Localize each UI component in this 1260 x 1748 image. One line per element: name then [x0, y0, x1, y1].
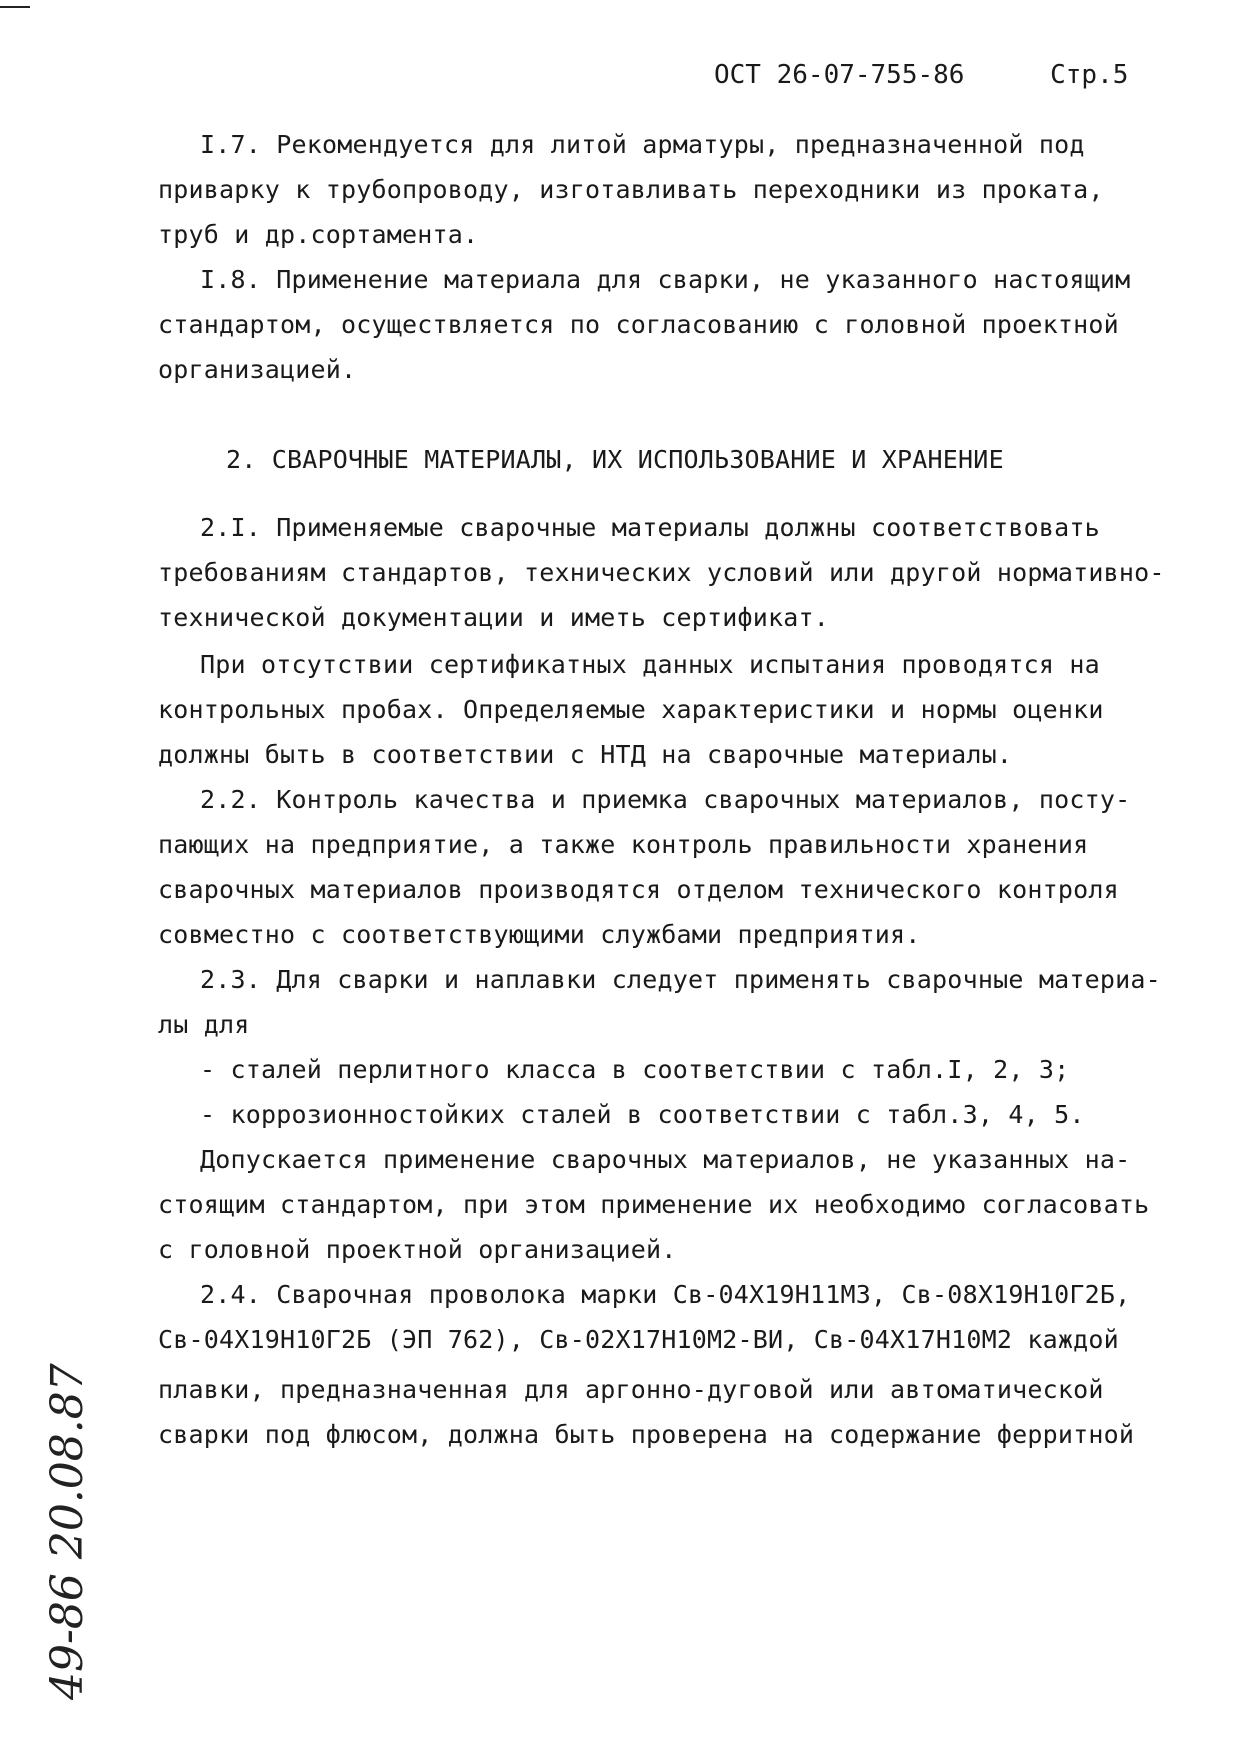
page-number: Стр.5 [1050, 60, 1129, 90]
text-line: При отсутствии сертификатных данных испытания проводятся на [200, 650, 1100, 679]
text-line: с головной проектной организацией. [158, 1235, 677, 1264]
text-line: сварочных материалов производятся отделом технического контроля [158, 875, 1119, 904]
text-line: 2.2. Контроль качества и приемка сварочных материалов, посту- [200, 785, 1131, 814]
corner-mark [0, 6, 30, 8]
text-line: 2.3. Для сварки и наплавки следует применять сварочные материа- [200, 965, 1161, 994]
text-line: Св-04Х19Н10Г2Б (ЭП 762), Св-02Х17Н10М2-ВИ, Св-04Х17Н10М2 каждой [158, 1325, 1119, 1354]
text-line: стоящим стандартом, при этом применение их необходимо согласовать [158, 1190, 1150, 1219]
page-header [714, 60, 1128, 90]
text-line: I.8. Применение материала для сварки, не указанного настоящим [200, 265, 1131, 294]
section-heading: 2. СВАРОЧНЫЕ МАТЕРИАЛЫ, ИХ ИСПОЛЬЗОВАНИЕ И ХРАНЕНИЕ [226, 445, 1004, 474]
text-line: сварки под флюсом, должна быть проверена на содержание ферритной [158, 1420, 1135, 1449]
text-line: лы для [158, 1010, 250, 1039]
text-line: плавки, предназначенная для аргонно-дуговой или автоматической [158, 1375, 1104, 1404]
text-line: - коррозионностойких сталей в соответствии с табл.3, 4, 5. [200, 1100, 1085, 1129]
text-line: контрольных пробах. Определяемые характеристики и нормы оценки [158, 695, 1104, 724]
text-line: пающих на предприятие, а также контроль правильности хранения [158, 830, 1089, 859]
text-line: технической документации и иметь сертификат. [158, 603, 830, 632]
doc-code: ОСТ 26-07-755-86 [714, 60, 965, 90]
text-line: стандартом, осуществляется по согласованию с головной проектной [158, 310, 1119, 339]
text-line: труб и др.сортамента. [158, 220, 479, 249]
handwritten-stamp: 49-86 20.08.87 [42, 1363, 93, 1700]
text-line: должны быть в соответствии с НТД на сварочные материалы. [158, 740, 1013, 769]
text-line: 2.I. Применяемые сварочные материалы должны соответствовать [200, 513, 1100, 542]
text-line: - сталей перлитного класса в соответствии с табл.I, 2, 3; [200, 1055, 1070, 1084]
text-line: требованиям стандартов, технических условий или другой нормативно- [158, 558, 1165, 587]
text-line: I.7. Рекомендуется для литой арматуры, предназначенной под [200, 130, 1085, 159]
text-line: 2.4. Сварочная проволока марки Св-04Х19Н11М3, Св-08Х19Н10Г2Б, [200, 1280, 1131, 1309]
text-line: приварку к трубопроводу, изготавливать переходники из проката, [158, 175, 1104, 204]
text-line: совместно с соответствующими службами предприятия. [158, 920, 921, 949]
text-line: Допускается применение сварочных материалов, не указанных на- [200, 1145, 1131, 1174]
text-line: организацией. [158, 355, 357, 384]
